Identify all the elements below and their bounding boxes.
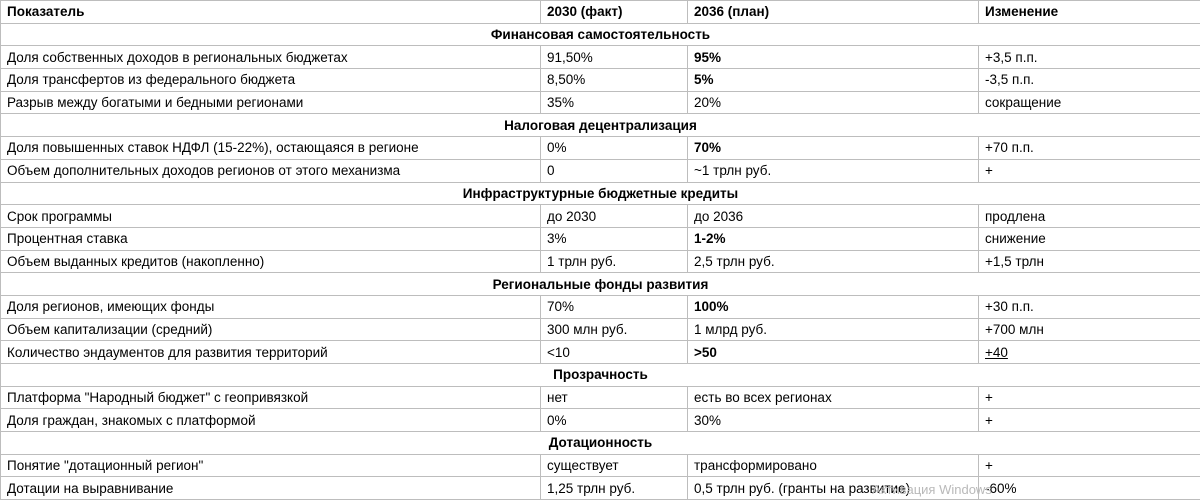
fact-2030-cell: 0% bbox=[541, 137, 688, 160]
indicator-cell: Доля трансфертов из федерального бюджета bbox=[1, 69, 541, 92]
change-cell: + bbox=[979, 386, 1200, 409]
fact-2030-cell: <10 bbox=[541, 341, 688, 364]
section-row bbox=[1, 364, 1200, 387]
change-cell: + bbox=[979, 409, 1200, 432]
plan-2036-cell: ~1 трлн руб. bbox=[688, 159, 979, 182]
section-row bbox=[1, 182, 1200, 205]
change-cell: сокращение bbox=[979, 91, 1200, 114]
change-cell: продлена bbox=[979, 205, 1200, 228]
table-row bbox=[1, 386, 1200, 409]
section-title: Региональные фонды развития bbox=[1, 273, 1200, 296]
header-fact-2030: 2030 (факт) bbox=[541, 1, 688, 24]
table-row bbox=[1, 250, 1200, 273]
table-row bbox=[1, 46, 1200, 69]
fact-2030-cell: 35% bbox=[541, 91, 688, 114]
table-row bbox=[1, 69, 1200, 92]
indicator-cell: Разрыв между богатыми и бедными регионами bbox=[1, 91, 541, 114]
plan-2036-cell: 70% bbox=[688, 137, 979, 160]
table-row bbox=[1, 341, 1200, 364]
plan-2036-cell: 100% bbox=[688, 295, 979, 318]
indicator-cell: Объем дополнительных доходов регионов от этого механизма bbox=[1, 159, 541, 182]
plan-2036-cell: 1-2% bbox=[688, 227, 979, 250]
section-title: Инфраструктурные бюджетные кредиты bbox=[1, 182, 1200, 205]
indicator-cell: Доля граждан, знакомых с платформой bbox=[1, 409, 541, 432]
change-cell: + bbox=[979, 454, 1200, 477]
section-title: Налоговая децентрализация bbox=[1, 114, 1200, 137]
change-cell: -3,5 п.п. bbox=[979, 69, 1200, 92]
indicator-cell: Понятие "дотационный регион" bbox=[1, 454, 541, 477]
indicator-cell: Количество эндаументов для развития территорий bbox=[1, 341, 541, 364]
plan-2036-cell: 1 млрд руб. bbox=[688, 318, 979, 341]
table-row bbox=[1, 318, 1200, 341]
fact-2030-cell: 300 млн руб. bbox=[541, 318, 688, 341]
header-indicator: Показатель bbox=[1, 1, 541, 24]
fact-2030-cell: 0 bbox=[541, 159, 688, 182]
section-row bbox=[1, 432, 1200, 455]
section-row bbox=[1, 114, 1200, 137]
plan-2036-cell: 2,5 трлн руб. bbox=[688, 250, 979, 273]
plan-2036-cell: 0,5 трлн руб. (гранты на развитие) bbox=[688, 477, 979, 500]
change-cell bbox=[979, 341, 1200, 364]
plan-2036-cell: 30% bbox=[688, 409, 979, 432]
plan-2036-cell: трансформировано bbox=[688, 454, 979, 477]
change-cell: снижение bbox=[979, 227, 1200, 250]
table-row bbox=[1, 159, 1200, 182]
change-cell: +30 п.п. bbox=[979, 295, 1200, 318]
change-cell: +700 млн bbox=[979, 318, 1200, 341]
fact-2030-cell: 1 трлн руб. bbox=[541, 250, 688, 273]
table-row bbox=[1, 227, 1200, 250]
indicator-cell: Доля собственных доходов в региональных бюджетах bbox=[1, 46, 541, 69]
table-row bbox=[1, 91, 1200, 114]
windows-activation-watermark: Активация Windows bbox=[872, 482, 992, 497]
plan-2036-cell: 20% bbox=[688, 91, 979, 114]
indicator-cell: Платформа "Народный бюджет" с геопривязкой bbox=[1, 386, 541, 409]
plan-2036-cell: 95% bbox=[688, 46, 979, 69]
indicator-cell: Доля регионов, имеющих фонды bbox=[1, 295, 541, 318]
section-title: Финансовая самостоятельность bbox=[1, 23, 1200, 46]
table-body bbox=[1, 23, 1200, 499]
fact-2030-cell: существует bbox=[541, 454, 688, 477]
indicator-cell: Дотации на выравнивание bbox=[1, 477, 541, 500]
section-title: Дотационность bbox=[1, 432, 1200, 455]
change-cell: -60% bbox=[979, 477, 1200, 500]
fact-2030-cell: 0% bbox=[541, 409, 688, 432]
indicator-cell: Объем капитализации (средний) bbox=[1, 318, 541, 341]
indicator-cell: Срок программы bbox=[1, 205, 541, 228]
change-cell: +70 п.п. bbox=[979, 137, 1200, 160]
plan-2036-cell: есть во всех регионах bbox=[688, 386, 979, 409]
fact-2030-cell: 1,25 трлн руб. bbox=[541, 477, 688, 500]
change-cell: + bbox=[979, 159, 1200, 182]
table-row bbox=[1, 205, 1200, 228]
fact-2030-cell: 3% bbox=[541, 227, 688, 250]
header-row bbox=[1, 1, 1200, 24]
change-value: +40 bbox=[985, 344, 1008, 360]
table-row bbox=[1, 137, 1200, 160]
table-row bbox=[1, 454, 1200, 477]
plan-2036-cell: до 2036 bbox=[688, 205, 979, 228]
fact-2030-cell: нет bbox=[541, 386, 688, 409]
header-change: Изменение bbox=[979, 1, 1200, 24]
header-plan-2036: 2036 (план) bbox=[688, 1, 979, 24]
fact-2030-cell: 91,50% bbox=[541, 46, 688, 69]
indicator-cell: Объем выданных кредитов (накопленно) bbox=[1, 250, 541, 273]
table-row bbox=[1, 409, 1200, 432]
change-cell: +3,5 п.п. bbox=[979, 46, 1200, 69]
fact-2030-cell: до 2030 bbox=[541, 205, 688, 228]
fact-2030-cell: 70% bbox=[541, 295, 688, 318]
fact-2030-cell: 8,50% bbox=[541, 69, 688, 92]
plan-2036-cell: >50 bbox=[688, 341, 979, 364]
indicator-cell: Доля повышенных ставок НДФЛ (15-22%), остающаяся в регионе bbox=[1, 137, 541, 160]
table-row bbox=[1, 295, 1200, 318]
change-cell: +1,5 трлн bbox=[979, 250, 1200, 273]
section-row bbox=[1, 23, 1200, 46]
section-title: Прозрачность bbox=[1, 364, 1200, 387]
indicator-cell: Процентная ставка bbox=[1, 227, 541, 250]
section-row bbox=[1, 273, 1200, 296]
table-row bbox=[1, 477, 1200, 500]
plan-2036-cell: 5% bbox=[688, 69, 979, 92]
